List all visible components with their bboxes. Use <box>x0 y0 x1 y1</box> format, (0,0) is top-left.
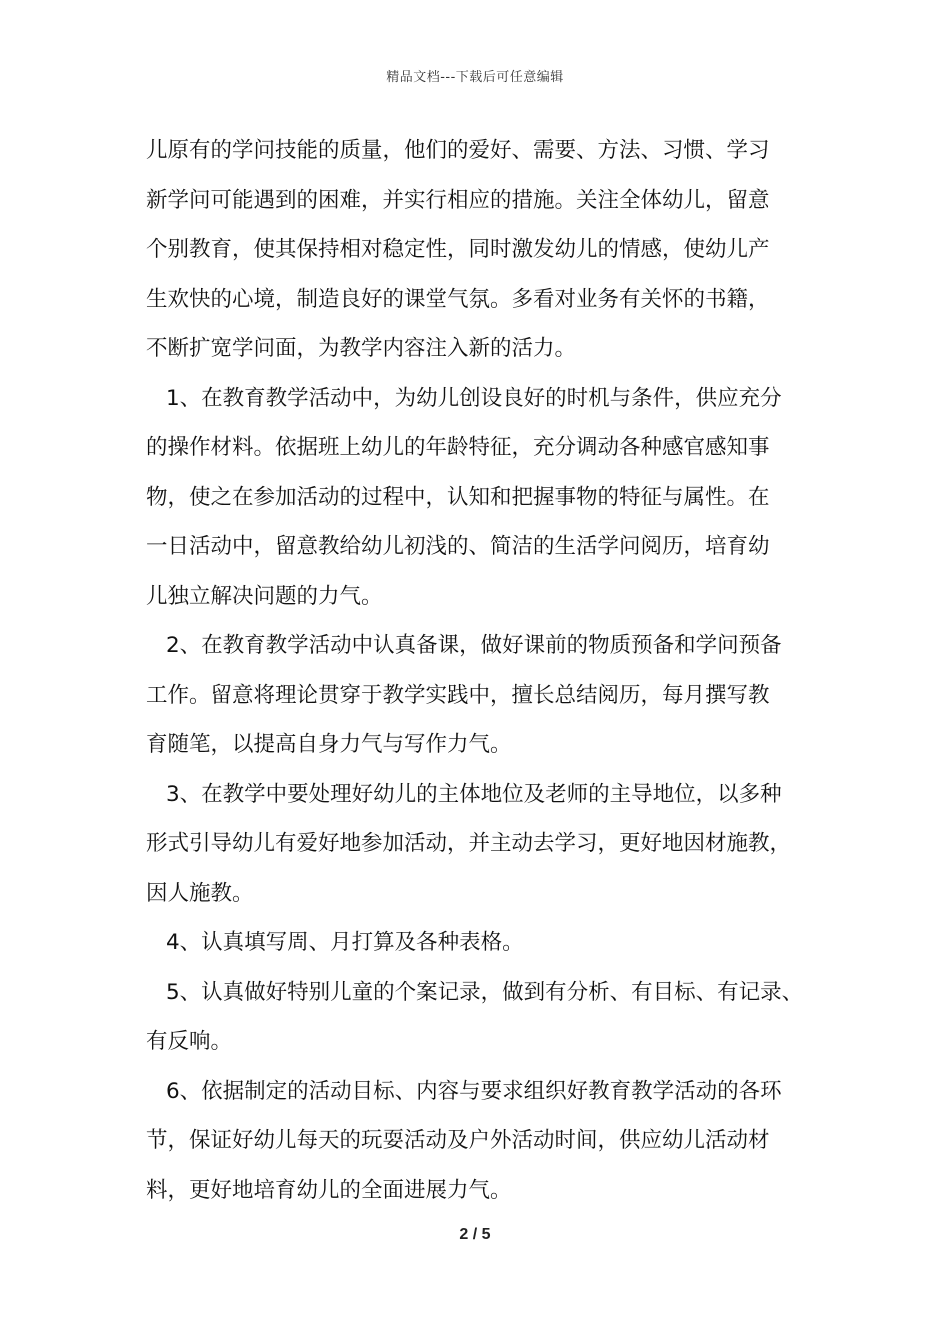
text-line: 形式引导幼儿有爱好地参加活动，并主动去学习，更好地因材施教， <box>146 831 792 856</box>
text-line: 6、依据制定的活动目标、内容与要求组织好教育教学活动的各环 <box>166 1078 782 1104</box>
text-line: 物，使之在参加活动的过程中，认知和把握事物的特征与属性。在 <box>146 484 770 510</box>
text-line: 有反响。 <box>146 1029 233 1054</box>
page-header: 精品文档---下载后可任意编辑 <box>386 70 564 85</box>
text-line: 工作。留意将理论贯穿于教学实践中，擅长总结阅历，每月撰写教 <box>146 682 770 708</box>
text-line: 一日活动中，留意教给幼儿初浅的、简洁的生活学问阅历，培育幼 <box>146 534 770 559</box>
text-line: 1、在教育教学活动中，为幼儿创设良好的时机与条件，供应充分 <box>166 385 782 411</box>
text-line: 生欢快的心境，制造良好的课堂气氛。多看对业务有关怀的书籍， <box>146 286 770 312</box>
text-line: 儿原有的学问技能的质量，他们的爱好、需要、方法、习惯、学习 <box>146 138 770 163</box>
text-line: 儿独立解决问题的力气。 <box>146 583 383 609</box>
text-line: 因人施教。 <box>146 880 254 906</box>
page-number: 2 / 5 <box>459 1226 491 1243</box>
text-line: 新学问可能遇到的困难，并实行相应的措施。关注全体幼儿，留意 <box>146 187 770 213</box>
text-line: 料，更好地培育幼儿的全面进展力气。 <box>146 1177 512 1203</box>
text-line: 5、认真做好特别儿童的个案记录，做到有分析、有目标、有记录、 <box>166 979 804 1005</box>
text-line: 4、认真填写周、月打算及各种表格。 <box>166 930 524 955</box>
text-line: 育随笔，以提高自身力气与写作力气。 <box>146 732 512 757</box>
text-line: 个别教育，使其保持相对稳定性，同时激发幼儿的情感，使幼儿产 <box>146 237 770 262</box>
document-body <box>146 126 816 1215</box>
text-line: 的操作材料。依据班上幼儿的年龄特征，充分调动各种感官感知事 <box>146 435 770 460</box>
text-line: 不断扩宽学问面，为教学内容注入新的活力。 <box>146 336 577 361</box>
text-line: 2、在教育教学活动中认真备课，做好课前的物质预备和学问预备 <box>166 633 782 658</box>
text-line: 节，保证好幼儿每天的玩耍活动及户外活动时间，供应幼儿活动材 <box>146 1128 770 1153</box>
text-line: 3、在教学中要处理好幼儿的主体地位及老师的主导地位，以多种 <box>166 781 782 807</box>
